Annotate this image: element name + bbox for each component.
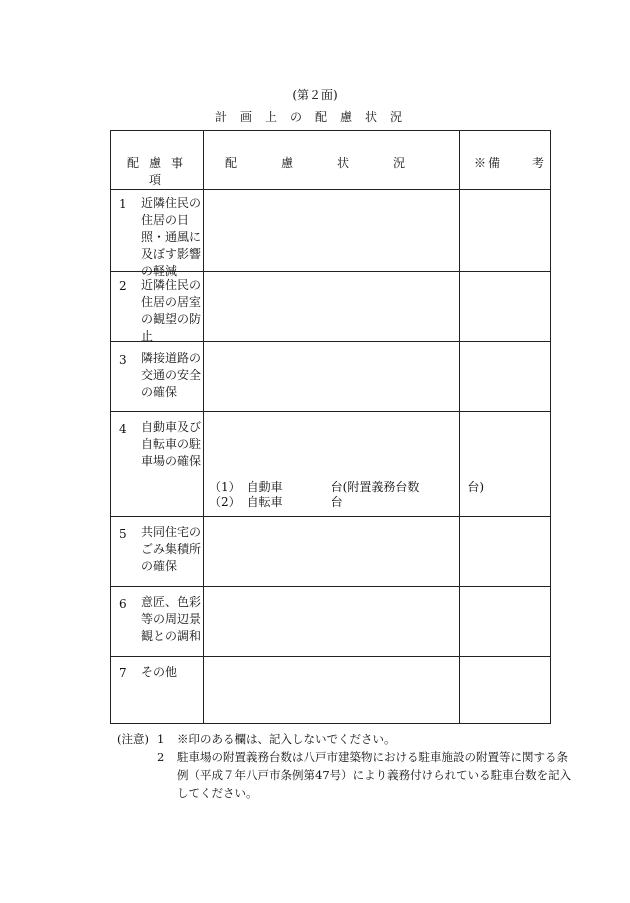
column-divider-2 xyxy=(459,131,460,723)
parking-car-line: （1） 自動車 台(附置義務台数 台) xyxy=(209,480,485,494)
form-title: 計画上の配慮状況 xyxy=(214,110,415,124)
header-remark xyxy=(473,154,547,171)
note-number: 2 xyxy=(157,750,165,764)
header-remark-mark: ※備 xyxy=(473,156,502,170)
row-number: 4 xyxy=(119,422,127,436)
notes-heading: (注意) xyxy=(117,732,149,746)
parking-bicycle-line: （2） 自転車 台 xyxy=(209,495,343,509)
column-divider-1 xyxy=(203,131,204,723)
header-remark-end: 考 xyxy=(532,156,547,170)
consideration-table xyxy=(110,130,551,724)
row-divider xyxy=(111,656,550,657)
row-label: 近隣住民の住居の日照・通風に及ぼす影響の軽減 xyxy=(141,196,202,278)
row-divider xyxy=(111,411,550,412)
row-divider xyxy=(111,586,550,587)
row-label: 自動車及び自転車の駐車場の確保 xyxy=(141,420,202,468)
row-number: 1 xyxy=(119,197,127,211)
header-divider xyxy=(111,189,550,190)
row-label: 隣接道路の交通の安全の確保 xyxy=(141,351,202,399)
row-number: 2 xyxy=(119,279,127,293)
row-label: その他 xyxy=(141,665,178,679)
row-label: 共同住宅のごみ集積所の確保 xyxy=(141,525,202,573)
note-number: 1 xyxy=(157,732,165,746)
row-label: 意匠、色彩等の周辺景観との調和 xyxy=(141,595,202,643)
page-number: (第２面) xyxy=(292,88,338,102)
header-status: 配慮状況 xyxy=(224,156,449,170)
note-text: 駐車場の附置義務台数は八戸市建築物における駐車施設の附置等に関する条例（平成７年八戸市条例第47号）により義務付けられている駐車台数を記入してください。 xyxy=(177,750,572,800)
row-number: 7 xyxy=(119,666,127,680)
row-divider xyxy=(111,516,550,517)
row-number: 5 xyxy=(119,527,127,541)
row-number: 3 xyxy=(119,353,127,367)
header-item: 配慮事項 xyxy=(126,156,193,187)
row-label: 近隣住民の住居の居室の観望の防止 xyxy=(141,278,202,343)
row-number: 6 xyxy=(119,597,127,611)
note-text: ※印のある欄は、記入しないでください。 xyxy=(177,732,396,746)
